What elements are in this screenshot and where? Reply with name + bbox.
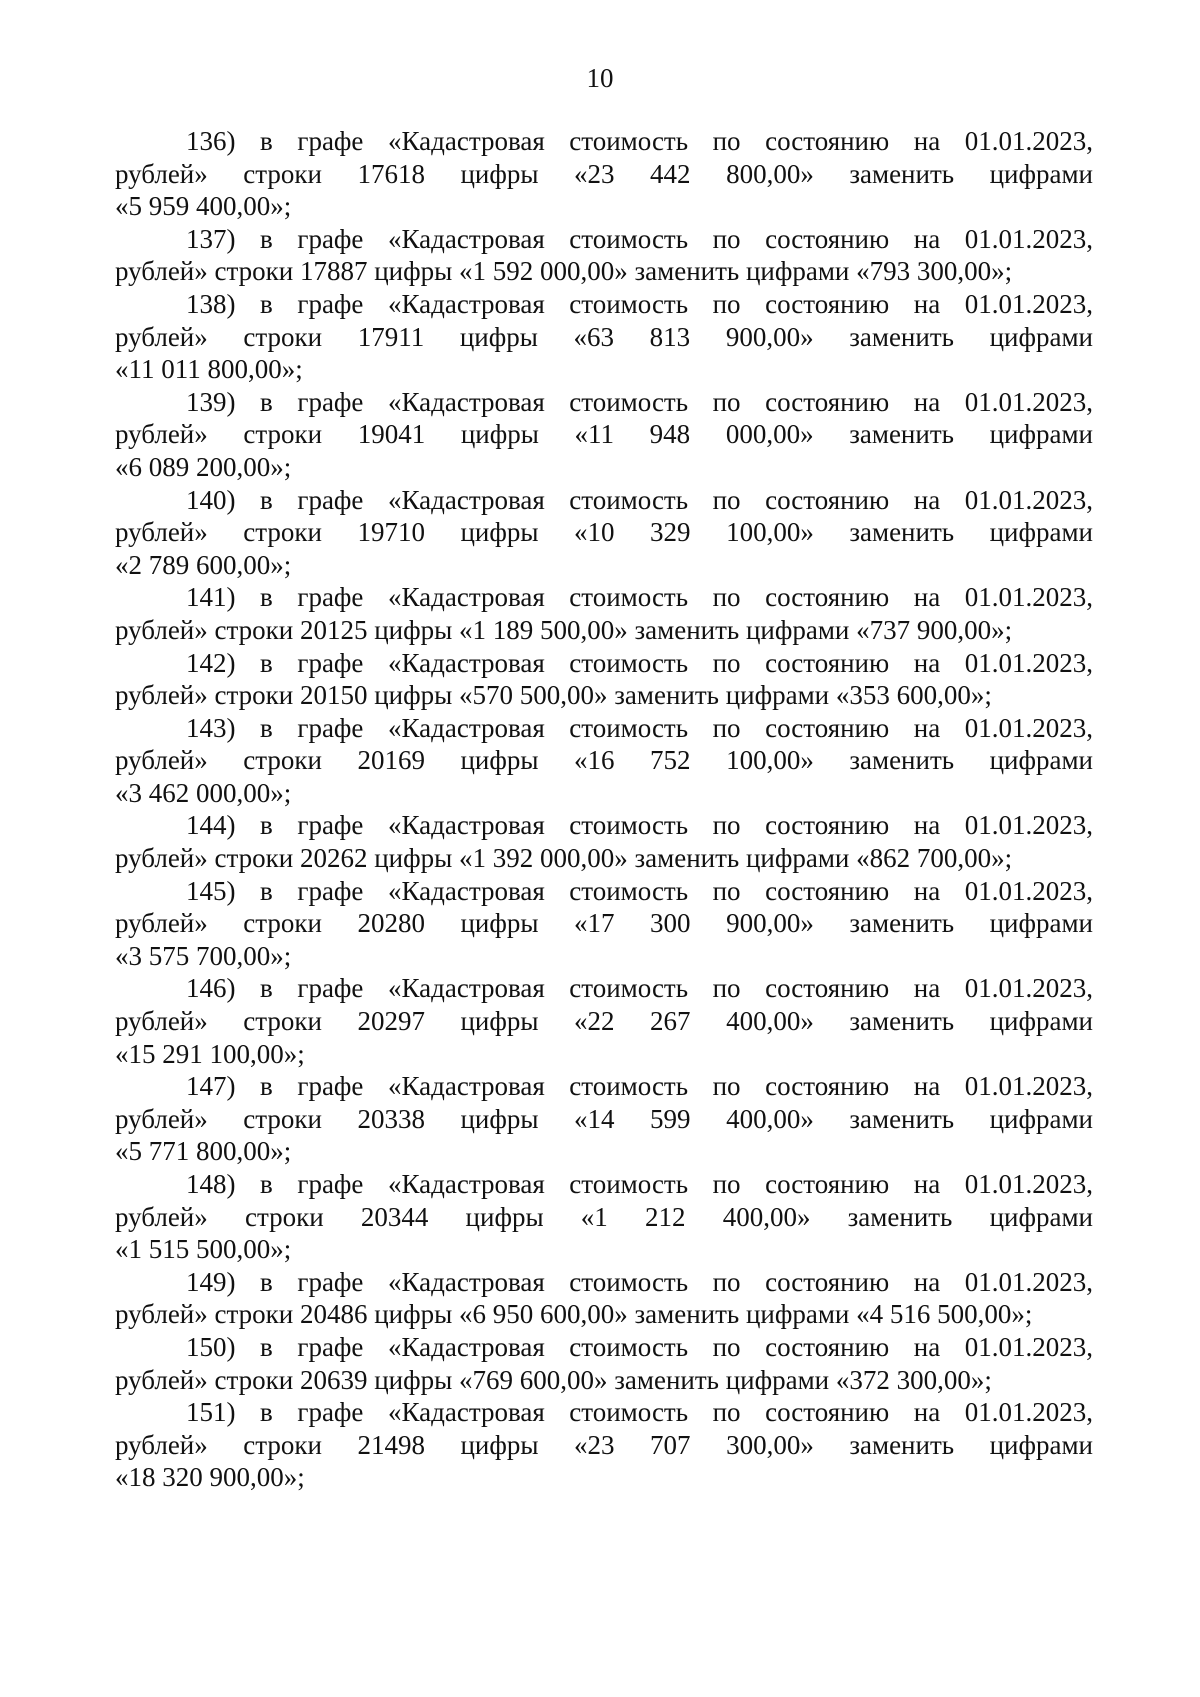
line-text: «1 515 500,00»; — [115, 1234, 292, 1265]
paragraph-first-line — [115, 223, 1093, 256]
line-text: 137) в графе «Кадастровая стоимость по состоянию на 01.01.2023, — [186, 223, 1093, 254]
line-text: 136) в графе «Кадастровая стоимость по состоянию на 01.01.2023, — [186, 126, 1093, 156]
paragraph-line — [115, 516, 1093, 549]
line-text: «15 291 100,00»; — [115, 1038, 305, 1069]
line-text: 145) в графе «Кадастровая стоимость по состоянию на 01.01.2023, — [186, 875, 1093, 906]
line-text: рублей» строки 21498 цифры «23 707 300,00» заменить цифрами — [115, 1429, 1093, 1460]
line-text: 142) в графе «Кадастровая стоимость по состоянию на 01.01.2023, — [186, 647, 1093, 678]
amendment-paragraph — [115, 972, 1093, 1070]
line-text: рублей» строки 19710 цифры «10 329 100,00» заменить цифрами — [115, 517, 1093, 548]
line-text: рублей» строки 20280 цифры «17 300 900,00» заменить цифрами — [115, 908, 1093, 939]
line-text: рублей» строки 19041 цифры «11 948 000,00» заменить цифрами — [115, 419, 1093, 450]
amendment-paragraph — [115, 223, 1093, 288]
line-text: 149) в графе «Кадастровая стоимость по состоянию на 01.01.2023, — [186, 1266, 1093, 1297]
paragraph-line — [115, 1461, 1093, 1494]
paragraph-line — [115, 1201, 1093, 1234]
paragraph-line — [115, 777, 1093, 810]
line-text: 146) в графе «Кадастровая стоимость по состоянию на 01.01.2023, — [186, 973, 1093, 1004]
line-text: «3 575 700,00»; — [115, 940, 292, 971]
paragraph-line — [115, 679, 1093, 712]
line-text: 139) в графе «Кадастровая стоимость по состоянию на 01.01.2023, — [186, 386, 1093, 417]
line-text: 151) в графе «Кадастровая стоимость по состоянию на 01.01.2023, — [186, 1397, 1093, 1428]
line-text: рублей» строки 20344 цифры «1 212 400,00» заменить цифрами — [115, 1201, 1093, 1232]
paragraph-line — [115, 1005, 1093, 1038]
amendment-paragraph — [115, 1168, 1093, 1266]
amendment-paragraph — [115, 386, 1093, 484]
line-text: «11 011 800,00»; — [115, 354, 303, 385]
paragraph-first-line — [115, 1266, 1093, 1299]
line-text: «2 789 600,00»; — [115, 549, 292, 580]
line-text: рублей» строки 20486 цифры «6 950 600,00» заменить цифрами «4 516 500,00»; — [115, 1299, 1033, 1330]
paragraph-line — [115, 1038, 1093, 1071]
line-text: «3 462 000,00»; — [115, 777, 292, 808]
paragraph-first-line — [115, 809, 1093, 842]
line-text: 138) в графе «Кадастровая стоимость по состоянию на 01.01.2023, — [186, 288, 1093, 319]
line-text: рублей» строки 20169 цифры «16 752 100,00» заменить цифрами — [115, 745, 1093, 776]
line-text: рублей» строки 17911 цифры «63 813 900,00» заменить цифрами — [115, 321, 1093, 352]
paragraph-first-line — [115, 875, 1093, 908]
amendment-paragraph — [115, 712, 1093, 810]
paragraph-line — [115, 1298, 1093, 1331]
paragraph-line — [115, 1364, 1093, 1397]
paragraph-line — [115, 842, 1093, 875]
paragraph-line — [115, 1429, 1093, 1462]
amendment-paragraph — [115, 1266, 1093, 1331]
paragraph-first-line — [115, 647, 1093, 680]
paragraph-line — [115, 255, 1093, 288]
paragraph-first-line — [115, 288, 1093, 321]
document-body — [115, 125, 1093, 1494]
line-text: «6 089 200,00»; — [115, 451, 292, 482]
paragraph-first-line — [115, 1396, 1093, 1429]
page-number: 10 — [586, 63, 614, 93]
line-text: 147) в графе «Кадастровая стоимость по состоянию на 01.01.2023, — [186, 1071, 1093, 1102]
paragraph-line — [115, 158, 1093, 191]
line-text: 143) в графе «Кадастровая стоимость по состоянию на 01.01.2023, — [186, 712, 1093, 743]
amendment-paragraph — [115, 1070, 1093, 1168]
paragraph-line — [115, 744, 1093, 777]
amendment-paragraph — [115, 125, 1093, 223]
line-text: 148) в графе «Кадастровая стоимость по состоянию на 01.01.2023, — [186, 1169, 1093, 1199]
paragraph-line — [115, 940, 1093, 973]
paragraph-first-line — [115, 972, 1093, 1005]
paragraph-line — [115, 1233, 1093, 1266]
line-text: «5 771 800,00»; — [115, 1136, 292, 1167]
paragraph-line — [115, 190, 1093, 223]
line-text: рублей» строки 17618 цифры «23 442 800,00» заменить цифрами — [115, 158, 1093, 189]
line-text: 150) в графе «Кадастровая стоимость по состоянию на 01.01.2023, — [186, 1331, 1093, 1362]
paragraph-line — [115, 353, 1093, 386]
paragraph-first-line — [115, 581, 1093, 614]
paragraph-first-line — [115, 1070, 1093, 1103]
paragraph-line — [115, 1135, 1093, 1168]
paragraph-line — [115, 1103, 1093, 1136]
amendment-paragraph — [115, 1396, 1093, 1494]
paragraph-line — [115, 549, 1093, 582]
paragraph-first-line — [115, 1331, 1093, 1364]
line-text: рублей» строки 17887 цифры «1 592 000,00» заменить цифрами «793 300,00»; — [115, 256, 1013, 287]
line-text: рублей» строки 20262 цифры «1 392 000,00» заменить цифрами «862 700,00»; — [115, 843, 1013, 874]
paragraph-first-line — [115, 1168, 1093, 1201]
paragraph-first-line — [115, 386, 1093, 419]
paragraph-line — [115, 321, 1093, 354]
paragraph-first-line — [115, 484, 1093, 517]
line-text: рублей» строки 20338 цифры «14 599 400,00» заменить цифрами — [115, 1103, 1093, 1134]
amendment-paragraph — [115, 875, 1093, 973]
line-text: 140) в графе «Кадастровая стоимость по состоянию на 01.01.2023, — [186, 484, 1093, 515]
paragraph-line — [115, 614, 1093, 647]
line-text: «18 320 900,00»; — [115, 1462, 305, 1493]
line-text: рублей» строки 20297 цифры «22 267 400,00» заменить цифрами — [115, 1006, 1093, 1037]
paragraph-line — [115, 451, 1093, 484]
line-text: рублей» строки 20639 цифры «769 600,00» заменить цифрами «372 300,00»; — [115, 1364, 992, 1395]
amendment-paragraph — [115, 288, 1093, 386]
paragraph-first-line — [115, 712, 1093, 745]
line-text: рублей» строки 20150 цифры «570 500,00» заменить цифрами «353 600,00»; — [115, 680, 992, 711]
paragraph-line — [115, 418, 1093, 451]
line-text: 144) в графе «Кадастровая стоимость по состоянию на 01.01.2023, — [186, 810, 1093, 841]
line-text: 141) в графе «Кадастровая стоимость по состоянию на 01.01.2023, — [186, 582, 1093, 613]
line-text: «5 959 400,00»; — [115, 191, 292, 222]
paragraph-first-line — [115, 125, 1093, 158]
line-text: рублей» строки 20125 цифры «1 189 500,00» заменить цифрами «737 900,00»; — [115, 614, 1013, 645]
amendment-paragraph — [115, 809, 1093, 874]
amendment-paragraph — [115, 484, 1093, 582]
amendment-paragraph — [115, 581, 1093, 646]
paragraph-line — [115, 907, 1093, 940]
amendment-paragraph — [115, 647, 1093, 712]
amendment-paragraph — [115, 1331, 1093, 1396]
